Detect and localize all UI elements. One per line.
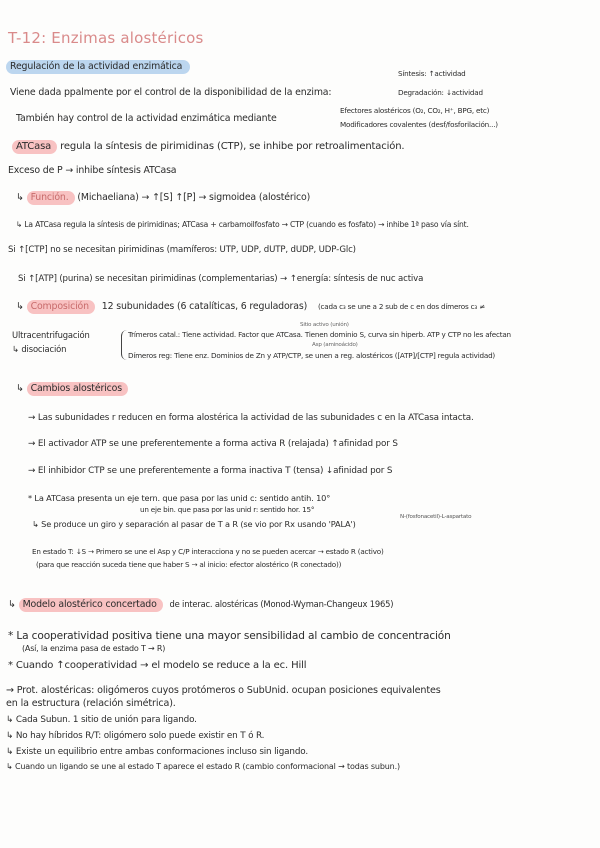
arrow-icon: ↳ [8, 599, 16, 610]
note-pala: N-(fosfonacetil)-L-aspartato [400, 514, 472, 520]
composicion-text: 12 subunidades (6 catalíticas, 6 reguladoras) [101, 301, 308, 312]
branch-efectores: Efectores alostéricos (O₂, CO₂, H⁺, BPG, etc) [340, 106, 490, 115]
line-si-ctp: Si ↑[CTP] no se necesitan pirimidinas (mamíferos: UTP, UDP, dUTP, dUDP, UDP-Glc) [8, 245, 356, 255]
arrow-icon: ↳ [16, 220, 23, 229]
modelo-text: de interac. alostéricas (Monod-Wyman-Changeux 1965) [169, 599, 394, 609]
line-prot-b: en la estructura (relación simétrica). [6, 698, 176, 709]
branch-degradacion: Degradación: ↓actividad [398, 88, 483, 97]
line-coop-sub: (Así, la enzima pasa de estado T → R) [22, 644, 166, 653]
line-la-atcasa [16, 221, 469, 230]
line-cambio-1: → Las subunidades r reducen en forma alostérica la actividad de las subunidades c en la ATCasa intacta. [28, 413, 474, 423]
line-prot-a: → Prot. alostéricas: oligómeros cuyos protómeros o SubUnid. ocupan posiciones equivalentes [6, 685, 441, 696]
label-ultracentrifugacion: Ultracentrifugación [12, 330, 90, 340]
line-dimeros: Dímeros reg: Tiene enz. Dominios de Zn y ATP/CTP, se unen a reg. alostéricos ([ATP]/[CTP] regula actividad) [128, 351, 496, 360]
cambios-label: Cambios alostéricos [27, 382, 128, 396]
line-modelo [8, 600, 393, 611]
line-cambios [16, 384, 128, 395]
line-exceso: Exceso de P → inhibe síntesis ATCasa [8, 165, 177, 176]
funcion-text: (Michaeliana) → ↑[S] ↑[P] → sigmoidea (alostérico) [77, 192, 311, 203]
atcasa-label: ATCasa [12, 140, 57, 154]
line-estado-t: En estado T: ↓S → Primero se une el Asp y C/P interacciona y no se pueden acercar → estado R (activo) [32, 547, 384, 556]
coop-text: La cooperatividad positiva tiene una mayor sensibilidad al cambio de concentración [16, 630, 451, 642]
line-tambien: También hay control de la actividad enzimática mediante [16, 113, 277, 124]
cuando-text: Cuando ↑cooperatividad → el modelo se reduce a la ec. Hill [15, 660, 307, 671]
bullet-4: ↳ Cuando un ligando se une al estado T aparece el estado R (cambio conformacional → todas subun.) [6, 762, 400, 771]
line-presenta-b: un eje bin. que pasa por las unid r: sentido hor. 15° [140, 505, 315, 514]
line-trimeros: Trímeros catal.: Tiene actividad. Factor que ATCasa. Tienen dominio S, curva sin hiperb. ATP y CTP no les afectan [128, 330, 511, 339]
line-funcion [16, 193, 310, 204]
line-giro [32, 520, 356, 529]
page-title: T-12: Enzimas alostéricos [8, 29, 204, 47]
line-para-que: (para que reacción suceda tiene que haber S → al inicio: efector alostérico (R conectado)) [36, 560, 342, 569]
atcasa-text: regula la síntesis de pirimidinas (CTP), se inhibe por retroalimentación. [60, 141, 405, 152]
line-si-atp: Si ↑[ATP] (purina) se necesitan pirimidinas (complementarias) → ↑energía: síntesis de nuc activa [18, 274, 424, 284]
disociacion-text: disociación [21, 344, 67, 354]
funcion-label: Función. [27, 191, 75, 205]
heading-regulacion [6, 62, 190, 73]
line-cuando-coop: * Cuando ↑cooperatividad → el modelo se reduce a la ec. Hill [8, 660, 307, 671]
note-asp: Asp (aminoácido) [312, 342, 358, 348]
la-atcasa-text: La ATCasa regula la síntesis de pirimidinas; ATCasa + carbamoilfosfato → CTP (cuando es fosfato) → inhibe 1ª paso vía sínt. [24, 220, 469, 229]
line-cambio-3: → El inhibidor CTP se une preferentemente a forma inactiva T (tensa) ↓afinidad por S [28, 466, 393, 476]
branch-modificadores: Modificadores covalentes (desf/fosforilación...) [340, 120, 498, 129]
giro-text: Se produce un giro y separación al pasar de T a R (se vio por Rx usando 'PALA') [41, 519, 356, 529]
arrow-icon: ↳ [16, 383, 24, 394]
modelo-label: Modelo alostérico concertado [19, 598, 163, 612]
composicion-label: Composición [27, 300, 95, 314]
arrow-icon: ↳ [16, 192, 24, 203]
branch-sintesis: Síntesis: ↑actividad [398, 69, 466, 78]
line-presenta-a: * La ATCasa presenta un eje tern. que pasa por las unid c: sentido antih. 10° [28, 493, 331, 503]
line-viene-dada: Viene dada ppalmente por el control de la disponibilidad de la enzima: [10, 87, 332, 98]
arrow-icon: ↳ [32, 519, 39, 529]
arrow-icon: ↳ [16, 301, 24, 312]
heading-regulacion-text: Regulación de la actividad enzimática [6, 60, 190, 74]
line-cambio-2: → El activador ATP se une preferentemente a forma activa R (relajada) ↑afinidad por S [28, 439, 398, 449]
label-disociacion [12, 345, 66, 355]
note-sitio-activo: Sitio activo (unión) [300, 322, 349, 328]
bullet-2: ↳ No hay híbridos R/T: oligómero solo puede existir en T ó R. [6, 731, 265, 741]
bullet-1: ↳ Cada Subun. 1 sitio de unión para ligando. [6, 715, 197, 725]
brace [121, 330, 128, 360]
presenta-a-text: La ATCasa presenta un eje tern. que pasa por las unid c: sentido antih. 10° [34, 493, 331, 503]
composicion-note: (cada c₃ se une a 2 sub de c en dos dímeros c₃ ≠ [317, 302, 485, 311]
arrow-icon: ↳ [12, 344, 19, 354]
line-composicion [16, 302, 485, 313]
bullet-3: ↳ Existe un equilibrio entre ambas conformaciones incluso sin ligando. [6, 747, 308, 757]
line-cooperatividad: * La cooperatividad positiva tiene una mayor sensibilidad al cambio de concentración [8, 630, 451, 642]
line-atcasa [12, 141, 404, 153]
